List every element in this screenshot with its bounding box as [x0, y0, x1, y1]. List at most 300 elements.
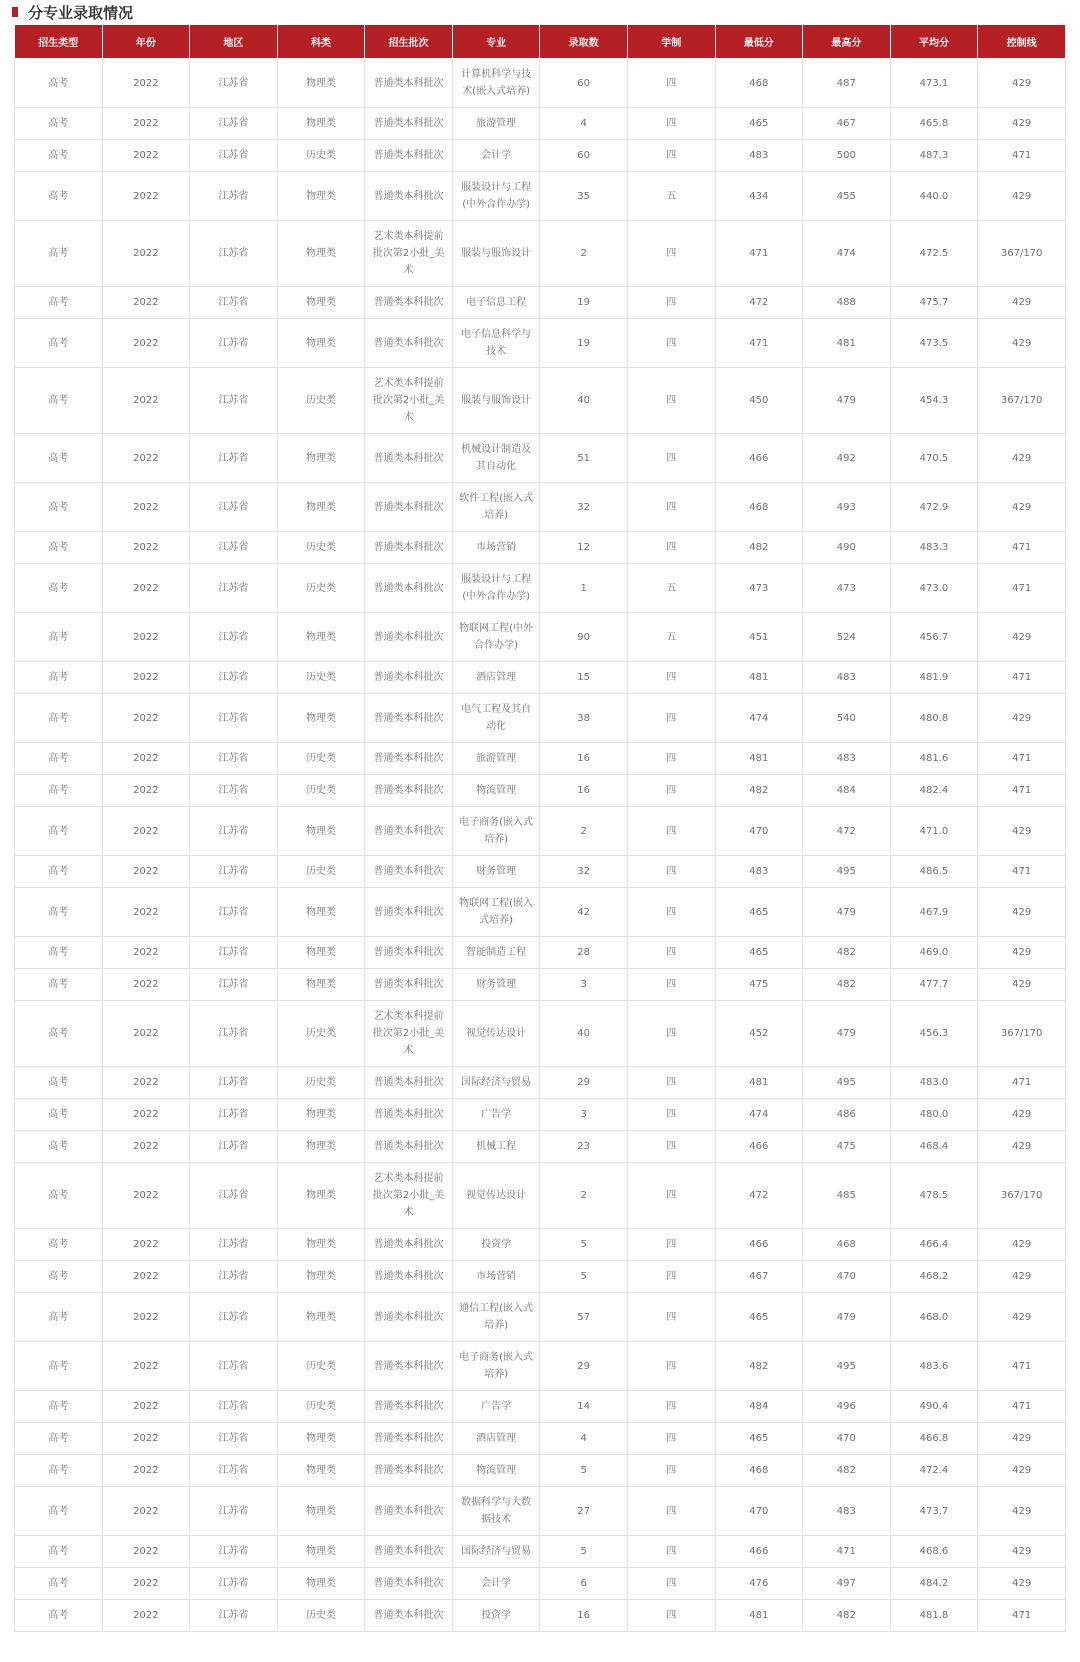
- table-cell: 物理类: [277, 1568, 365, 1600]
- table-cell: 普通类本科批次: [365, 1293, 453, 1342]
- table-cell: 483.0: [890, 1067, 978, 1099]
- table-cell: 488: [803, 287, 891, 319]
- table-cell: 2022: [102, 483, 190, 532]
- table-cell: 466: [715, 434, 803, 483]
- table-cell: 普通类本科批次: [365, 108, 453, 140]
- table-cell: 40: [540, 1001, 628, 1067]
- table-cell: 472.4: [890, 1455, 978, 1487]
- table-cell: 历史类: [277, 564, 365, 613]
- table-cell: 国际经济与贸易: [452, 1067, 540, 1099]
- table-cell: 472: [803, 807, 891, 856]
- table-cell: 468.4: [890, 1131, 978, 1163]
- table-cell: 2022: [102, 856, 190, 888]
- table-cell: 471: [978, 1600, 1066, 1632]
- table-cell: 高考: [15, 287, 103, 319]
- table-row: [15, 694, 1066, 743]
- table-cell: 480.8: [890, 694, 978, 743]
- table-cell: 27: [540, 1487, 628, 1536]
- table-cell: 会计学: [452, 140, 540, 172]
- table-cell: 四: [627, 937, 715, 969]
- table-cell: 429: [978, 319, 1066, 368]
- table-cell: 旅游管理: [452, 108, 540, 140]
- table-cell: 473.5: [890, 319, 978, 368]
- table-cell: 高考: [15, 743, 103, 775]
- table-cell: 江苏省: [190, 1131, 278, 1163]
- table-cell: 高考: [15, 969, 103, 1001]
- table-cell: 472: [715, 287, 803, 319]
- table-cell: 2022: [102, 108, 190, 140]
- table-cell: 电子信息科学与技术: [452, 319, 540, 368]
- table-cell: 2022: [102, 807, 190, 856]
- table-cell: 物理类: [277, 969, 365, 1001]
- table-cell: 财务管理: [452, 969, 540, 1001]
- table-cell: 429: [978, 1099, 1066, 1131]
- table-cell: 物理类: [277, 1099, 365, 1131]
- table-cell: 物理类: [277, 287, 365, 319]
- table-cell: 高考: [15, 937, 103, 969]
- table-cell: 高考: [15, 172, 103, 221]
- table-cell: 物理类: [277, 613, 365, 662]
- table-cell: 四: [627, 1487, 715, 1536]
- table-cell: 466.4: [890, 1229, 978, 1261]
- table-cell: 普通类本科批次: [365, 319, 453, 368]
- table-cell: 四: [627, 532, 715, 564]
- table-cell: 465: [715, 108, 803, 140]
- table-cell: 四: [627, 969, 715, 1001]
- table-cell: 江苏省: [190, 1261, 278, 1293]
- table-cell: 2022: [102, 937, 190, 969]
- table-cell: 434: [715, 172, 803, 221]
- table-cell: 服装设计与工程(中外合作办学): [452, 172, 540, 221]
- table-cell: 483.3: [890, 532, 978, 564]
- table-row: [15, 1536, 1066, 1568]
- table-cell: 471: [978, 140, 1066, 172]
- table-cell: 466: [715, 1131, 803, 1163]
- table-cell: 482: [803, 937, 891, 969]
- table-cell: 2022: [102, 613, 190, 662]
- column-header: 科类: [277, 25, 365, 59]
- table-cell: 429: [978, 1487, 1066, 1536]
- table-cell: 429: [978, 1131, 1066, 1163]
- table-cell: 429: [978, 1229, 1066, 1261]
- table-cell: 物理类: [277, 1536, 365, 1568]
- table-cell: 472.9: [890, 483, 978, 532]
- table-cell: 468.0: [890, 1293, 978, 1342]
- table-cell: 2022: [102, 694, 190, 743]
- table-cell: 482: [715, 532, 803, 564]
- table-cell: 481.8: [890, 1600, 978, 1632]
- table-cell: 四: [627, 1391, 715, 1423]
- table-cell: 481.6: [890, 743, 978, 775]
- table-cell: 普通类本科批次: [365, 1455, 453, 1487]
- table-cell: 电子商务(嵌入式培养): [452, 807, 540, 856]
- table-cell: 480.0: [890, 1099, 978, 1131]
- table-cell: 475.7: [890, 287, 978, 319]
- table-cell: 2022: [102, 564, 190, 613]
- table-cell: 495: [803, 856, 891, 888]
- table-cell: 物理类: [277, 483, 365, 532]
- table-cell: 60: [540, 140, 628, 172]
- table-row: [15, 1600, 1066, 1632]
- table-cell: 4: [540, 1423, 628, 1455]
- table-cell: 普通类本科批次: [365, 287, 453, 319]
- table-cell: 468.2: [890, 1261, 978, 1293]
- table-cell: 483.6: [890, 1342, 978, 1391]
- table-cell: 江苏省: [190, 368, 278, 434]
- table-cell: 2022: [102, 1391, 190, 1423]
- table-row: [15, 59, 1066, 108]
- table-cell: 481: [715, 1067, 803, 1099]
- table-cell: 普通类本科批次: [365, 1423, 453, 1455]
- column-header: 招生批次: [365, 25, 453, 59]
- table-cell: 四: [627, 221, 715, 287]
- table-cell: 2022: [102, 532, 190, 564]
- table-cell: 451: [715, 613, 803, 662]
- table-cell: 高考: [15, 140, 103, 172]
- table-cell: 483: [715, 140, 803, 172]
- table-cell: 历史类: [277, 1391, 365, 1423]
- table-cell: 28: [540, 937, 628, 969]
- table-cell: 482: [803, 1600, 891, 1632]
- table-cell: 5: [540, 1261, 628, 1293]
- table-cell: 484: [803, 775, 891, 807]
- table-cell: 四: [627, 1293, 715, 1342]
- table-cell: 江苏省: [190, 172, 278, 221]
- table-cell: 江苏省: [190, 694, 278, 743]
- table-cell: 普通类本科批次: [365, 564, 453, 613]
- table-row: [15, 287, 1066, 319]
- table-cell: 471: [978, 1391, 1066, 1423]
- table-cell: 2022: [102, 662, 190, 694]
- table-row: [15, 662, 1066, 694]
- table-cell: 485: [803, 1163, 891, 1229]
- table-cell: 481.9: [890, 662, 978, 694]
- admission-table: [14, 24, 1066, 1632]
- column-header: 最高分: [803, 25, 891, 59]
- table-cell: 物理类: [277, 888, 365, 937]
- table-cell: 高考: [15, 613, 103, 662]
- table-cell: 468: [715, 483, 803, 532]
- table-row: [15, 888, 1066, 937]
- table-row: [15, 613, 1066, 662]
- table-row: [15, 564, 1066, 613]
- table-cell: 474: [715, 694, 803, 743]
- table-cell: 481: [803, 319, 891, 368]
- table-cell: 普通类本科批次: [365, 1131, 453, 1163]
- table-cell: 酒店管理: [452, 662, 540, 694]
- table-cell: 467.9: [890, 888, 978, 937]
- table-row: [15, 319, 1066, 368]
- table-row: [15, 1099, 1066, 1131]
- table-cell: 6: [540, 1568, 628, 1600]
- table-cell: 物理类: [277, 1455, 365, 1487]
- table-cell: 2022: [102, 1568, 190, 1600]
- table-cell: 40: [540, 368, 628, 434]
- table-cell: 高考: [15, 1536, 103, 1568]
- table-cell: 物理类: [277, 319, 365, 368]
- table-cell: 高考: [15, 1131, 103, 1163]
- table-cell: 490: [803, 532, 891, 564]
- table-row: [15, 140, 1066, 172]
- table-cell: 江苏省: [190, 1067, 278, 1099]
- table-cell: 2022: [102, 434, 190, 483]
- table-cell: 高考: [15, 483, 103, 532]
- table-cell: 484: [715, 1391, 803, 1423]
- table-cell: 455: [803, 172, 891, 221]
- table-cell: 高考: [15, 807, 103, 856]
- table-cell: 483: [803, 1487, 891, 1536]
- table-cell: 旅游管理: [452, 743, 540, 775]
- table-cell: 484.2: [890, 1568, 978, 1600]
- table-cell: 450: [715, 368, 803, 434]
- table-cell: 3: [540, 1099, 628, 1131]
- table-cell: 5: [540, 1455, 628, 1487]
- table-cell: 江苏省: [190, 775, 278, 807]
- table-cell: 普通类本科批次: [365, 662, 453, 694]
- table-cell: 471: [978, 775, 1066, 807]
- table-cell: 高考: [15, 532, 103, 564]
- table-cell: 物理类: [277, 1423, 365, 1455]
- table-cell: 429: [978, 807, 1066, 856]
- table-cell: 历史类: [277, 1342, 365, 1391]
- table-cell: 普通类本科批次: [365, 140, 453, 172]
- table-cell: 江苏省: [190, 532, 278, 564]
- table-cell: 江苏省: [190, 1536, 278, 1568]
- table-cell: 14: [540, 1391, 628, 1423]
- table-cell: 高考: [15, 1487, 103, 1536]
- table-cell: 四: [627, 483, 715, 532]
- table-cell: 四: [627, 368, 715, 434]
- table-cell: 51: [540, 434, 628, 483]
- table-cell: 高考: [15, 1423, 103, 1455]
- table-cell: 470.5: [890, 434, 978, 483]
- table-cell: 江苏省: [190, 564, 278, 613]
- table-cell: 15: [540, 662, 628, 694]
- table-cell: 通信工程(嵌入式培养): [452, 1293, 540, 1342]
- table-cell: 普通类本科批次: [365, 1099, 453, 1131]
- table-cell: 486.5: [890, 856, 978, 888]
- table-cell: 482: [715, 1342, 803, 1391]
- title-marker-icon: [12, 7, 18, 17]
- table-cell: 高考: [15, 888, 103, 937]
- table-cell: 四: [627, 1600, 715, 1632]
- table-cell: 2022: [102, 287, 190, 319]
- table-row: [15, 1261, 1066, 1293]
- table-cell: 江苏省: [190, 613, 278, 662]
- table-cell: 四: [627, 434, 715, 483]
- table-cell: 物理类: [277, 694, 365, 743]
- table-cell: 492: [803, 434, 891, 483]
- table-cell: 2022: [102, 775, 190, 807]
- table-cell: 2022: [102, 1001, 190, 1067]
- table-cell: 视觉传达设计: [452, 1001, 540, 1067]
- table-cell: 471: [978, 856, 1066, 888]
- column-header: 录取数: [540, 25, 628, 59]
- table-cell: 478.5: [890, 1163, 978, 1229]
- table-cell: 江苏省: [190, 807, 278, 856]
- table-cell: 500: [803, 140, 891, 172]
- table-cell: 江苏省: [190, 937, 278, 969]
- table-cell: 466.8: [890, 1423, 978, 1455]
- table-cell: 电子信息工程: [452, 287, 540, 319]
- table-cell: 468.6: [890, 1536, 978, 1568]
- table-cell: 普通类本科批次: [365, 807, 453, 856]
- table-cell: 2022: [102, 1261, 190, 1293]
- table-cell: 483: [715, 856, 803, 888]
- table-cell: 五: [627, 613, 715, 662]
- column-header: 年份: [102, 25, 190, 59]
- table-cell: 四: [627, 1261, 715, 1293]
- table-cell: 投资学: [452, 1600, 540, 1632]
- table-cell: 四: [627, 59, 715, 108]
- table-cell: 466: [715, 1536, 803, 1568]
- table-cell: 历史类: [277, 743, 365, 775]
- table-cell: 2022: [102, 1342, 190, 1391]
- table-cell: 90: [540, 613, 628, 662]
- table-cell: 普通类本科批次: [365, 856, 453, 888]
- table-cell: 473: [715, 564, 803, 613]
- table-cell: 四: [627, 1131, 715, 1163]
- table-cell: 482: [715, 775, 803, 807]
- column-header: 最低分: [715, 25, 803, 59]
- table-cell: 四: [627, 1001, 715, 1067]
- table-cell: 艺术类本科提前批次第2小批_美术: [365, 221, 453, 287]
- table-cell: 物理类: [277, 108, 365, 140]
- table-cell: 高考: [15, 1342, 103, 1391]
- table-cell: 456.7: [890, 613, 978, 662]
- table-cell: 高考: [15, 221, 103, 287]
- table-cell: 16: [540, 743, 628, 775]
- table-cell: 五: [627, 172, 715, 221]
- column-header: 平均分: [890, 25, 978, 59]
- table-cell: 江苏省: [190, 662, 278, 694]
- table-cell: 普通类本科批次: [365, 1568, 453, 1600]
- table-cell: 2022: [102, 1099, 190, 1131]
- table-cell: 468: [803, 1229, 891, 1261]
- table-body: [15, 59, 1066, 1632]
- table-cell: 473.0: [890, 564, 978, 613]
- table-cell: 高考: [15, 1455, 103, 1487]
- table-cell: 历史类: [277, 532, 365, 564]
- table-cell: 四: [627, 775, 715, 807]
- table-cell: 江苏省: [190, 1455, 278, 1487]
- table-cell: 472.5: [890, 221, 978, 287]
- table-cell: 普通类本科批次: [365, 694, 453, 743]
- table-cell: 会计学: [452, 1568, 540, 1600]
- table-cell: 江苏省: [190, 888, 278, 937]
- table-cell: 服装与服饰设计: [452, 221, 540, 287]
- table-cell: 471: [978, 743, 1066, 775]
- table-cell: 429: [978, 59, 1066, 108]
- table-cell: 高考: [15, 662, 103, 694]
- table-cell: 429: [978, 434, 1066, 483]
- table-cell: 物理类: [277, 59, 365, 108]
- table-cell: 57: [540, 1293, 628, 1342]
- table-cell: 四: [627, 1099, 715, 1131]
- table-cell: 497: [803, 1568, 891, 1600]
- table-cell: 江苏省: [190, 287, 278, 319]
- section-header: [12, 2, 133, 22]
- table-cell: 四: [627, 319, 715, 368]
- table-row: [15, 1229, 1066, 1261]
- table-cell: 江苏省: [190, 319, 278, 368]
- table-cell: 429: [978, 483, 1066, 532]
- table-row: [15, 1568, 1066, 1600]
- table-cell: 四: [627, 1342, 715, 1391]
- table-cell: 四: [627, 694, 715, 743]
- column-header: 控制线: [978, 25, 1066, 59]
- table-cell: 481: [715, 662, 803, 694]
- table-cell: 2022: [102, 368, 190, 434]
- table-cell: 29: [540, 1067, 628, 1099]
- table-row: [15, 108, 1066, 140]
- table-cell: 456.3: [890, 1001, 978, 1067]
- table-cell: 投资学: [452, 1229, 540, 1261]
- table-cell: 465.8: [890, 108, 978, 140]
- table-cell: 物理类: [277, 1131, 365, 1163]
- table-cell: 23: [540, 1131, 628, 1163]
- table-cell: 四: [627, 1067, 715, 1099]
- table-cell: 19: [540, 287, 628, 319]
- table-cell: 2: [540, 807, 628, 856]
- table-cell: 江苏省: [190, 483, 278, 532]
- table-cell: 江苏省: [190, 434, 278, 483]
- table-row: [15, 969, 1066, 1001]
- table-cell: 540: [803, 694, 891, 743]
- table-cell: 广告学: [452, 1099, 540, 1131]
- table-cell: 历史类: [277, 140, 365, 172]
- table-cell: 429: [978, 287, 1066, 319]
- table-cell: 16: [540, 1600, 628, 1632]
- table-cell: 江苏省: [190, 1229, 278, 1261]
- table-cell: 469.0: [890, 937, 978, 969]
- table-cell: 普通类本科批次: [365, 172, 453, 221]
- table-cell: 2022: [102, 1131, 190, 1163]
- table-row: [15, 807, 1066, 856]
- table-cell: 普通类本科批次: [365, 483, 453, 532]
- table-cell: 高考: [15, 1001, 103, 1067]
- table-cell: 32: [540, 856, 628, 888]
- table-cell: 电子商务(嵌入式培养): [452, 1342, 540, 1391]
- table-cell: 四: [627, 1423, 715, 1455]
- table-cell: 普通类本科批次: [365, 743, 453, 775]
- section-title: 分专业录取情况: [28, 3, 134, 22]
- table-cell: 智能制造工程: [452, 937, 540, 969]
- table-cell: 479: [803, 888, 891, 937]
- table-cell: 财务管理: [452, 856, 540, 888]
- table-cell: 普通类本科批次: [365, 1261, 453, 1293]
- table-cell: 1: [540, 564, 628, 613]
- table-cell: 496: [803, 1391, 891, 1423]
- table-cell: 江苏省: [190, 1342, 278, 1391]
- table-cell: 高考: [15, 564, 103, 613]
- table-cell: 482: [803, 1455, 891, 1487]
- table-cell: 四: [627, 807, 715, 856]
- table-cell: 524: [803, 613, 891, 662]
- table-cell: 476: [715, 1568, 803, 1600]
- table-cell: 物理类: [277, 807, 365, 856]
- table-cell: 物流管理: [452, 775, 540, 807]
- table-cell: 468: [715, 1455, 803, 1487]
- table-cell: 477.7: [890, 969, 978, 1001]
- table-cell: 普通类本科批次: [365, 1600, 453, 1632]
- table-row: [15, 1391, 1066, 1423]
- table-cell: 42: [540, 888, 628, 937]
- table-cell: 江苏省: [190, 1099, 278, 1131]
- table-cell: 江苏省: [190, 140, 278, 172]
- table-cell: 物理类: [277, 1293, 365, 1342]
- table-cell: 艺术类本科提前批次第2小批_美术: [365, 1163, 453, 1229]
